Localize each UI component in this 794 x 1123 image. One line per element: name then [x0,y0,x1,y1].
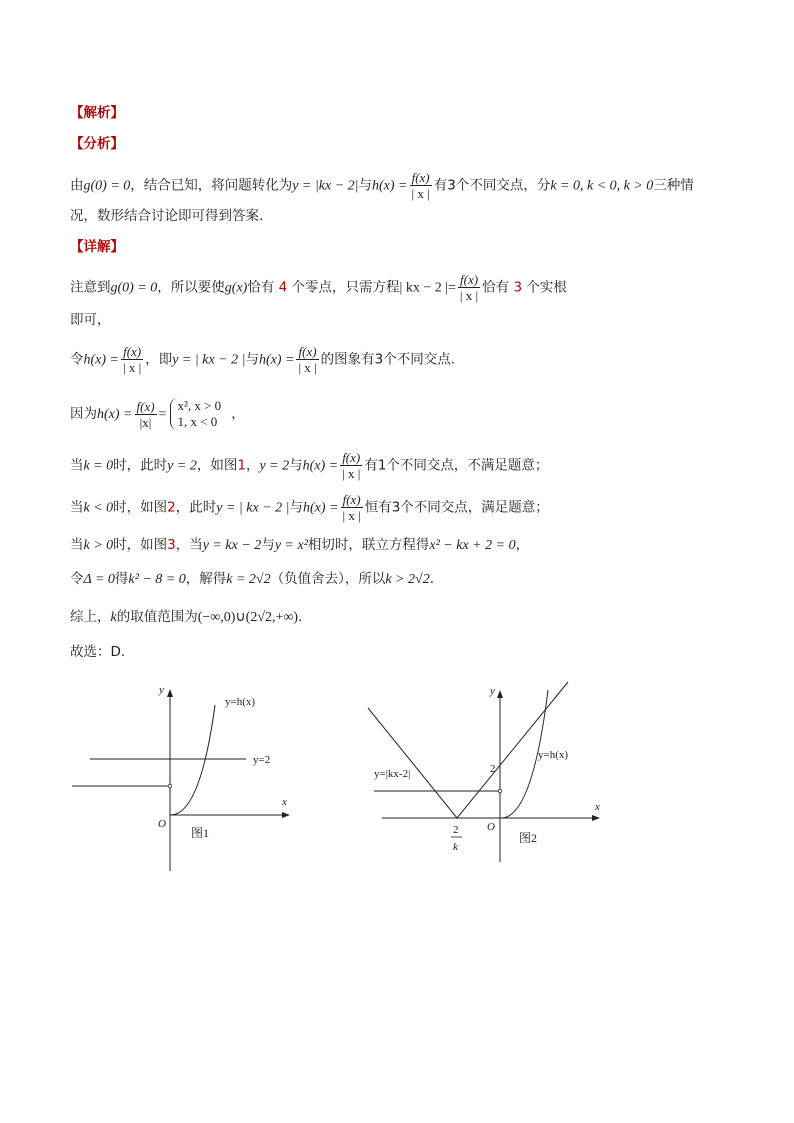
text: 令 [70,571,84,587]
fraction [410,170,432,201]
fraction [121,344,143,375]
fraction [458,272,480,303]
text: 与 [245,351,259,368]
number: 3 [513,279,523,296]
analysis-line-1 [70,170,694,201]
math: k² − 8 = 0 [128,572,186,587]
text: 时，此时 [113,457,168,474]
math: h(x) = [258,352,295,368]
detail-line-2: 即可， [70,312,111,328]
detail-line-8 [70,569,434,590]
text: 的图象有3个不同交点. [320,351,456,368]
text: 恰有 [482,279,510,296]
text: 时，如图 [113,537,168,553]
figure-2 [362,680,612,870]
text: 与 [289,457,303,474]
text: ，此时 [175,499,217,516]
math: x² − kx + 2 = 0 [429,538,516,553]
math: k = 0, k < 0, k > 0 [550,178,654,194]
detail-line-answer: 故选：D. [70,644,126,660]
detail-line-3 [70,344,455,375]
fig1-origin-label: O [158,818,166,830]
math: Δ = 0 [83,572,115,587]
text: ，所以要使 [157,279,225,296]
fig1-caption: 图1 [191,826,210,840]
fraction-numerator: f(x) [296,344,318,360]
fig2-line-label: y=|kx-2| [374,768,411,780]
analysis-line-2: 况，数形结合讨论即可得到答案. [70,208,264,224]
fraction-denominator: | x | [342,466,361,481]
fig2-x-arrow [592,815,600,821]
fig2-origin-label: O [487,821,495,833]
text: ，如图 [196,457,238,474]
fig1-y-arrow [167,689,173,697]
fraction-denominator: | x | [459,288,479,303]
math: y = |kx − 2| [292,178,359,194]
text: 与 [358,177,373,194]
fig2-tick-fraction-den: k [453,841,458,853]
math: k [110,610,117,625]
fig2-y-arrow [497,690,503,698]
fraction [341,492,363,523]
figure-1 [60,675,310,875]
math: k = 2√2 [226,572,271,587]
text: ，结合已知，将问题转化为 [130,177,293,194]
fig1-x-label: x [282,796,287,808]
fraction-numerator: f(x) [121,344,143,360]
text: 当 [70,537,84,553]
fraction [340,450,362,481]
fig1-y-label: y [159,684,164,696]
fig1-curve-parabola [170,705,215,815]
fig2-curve-label: y=h(x) [538,749,569,761]
math: y = x² [274,538,308,553]
math: h(x) = [83,352,119,368]
math: g(0) = 0 [110,280,158,296]
text: 个实根 [526,279,567,296]
detail-line-6 [70,492,549,523]
fig2-tick-fraction-num: 2 [453,824,459,836]
text: 注意到 [70,279,111,296]
math: y = 2 [167,458,197,474]
piecewise-case-1: x², x > 0 [177,398,222,413]
fraction-numerator: f(x) [410,170,432,186]
fig2-tick-2: 2 [490,763,496,775]
text: ，当 [175,537,203,553]
math: k < 0 [83,500,114,516]
fraction-denominator: | x | [342,508,361,523]
fig1-open-point [168,784,172,788]
number: 3 [167,537,176,553]
section-header-fenxi: 【分析】 [70,136,124,152]
math: y = 2 [259,458,290,474]
math: g(0) = 0 [83,178,131,194]
text: 由 [70,177,84,194]
text: 当 [70,457,84,474]
section-header-xiangjie: 【详解】 [70,239,124,255]
text: 与 [261,537,275,553]
text: 相切时，联立方程得 [307,537,430,553]
fig1-curve-label: y=h(x) [225,696,256,708]
piecewise-case-2: 1, x < 0 [177,414,218,429]
fraction-numerator: f(x) [340,450,362,466]
math: k > 2√2 [385,572,430,587]
text: ， [515,537,530,553]
detail-line-9 [70,607,302,628]
text: 时，如图 [113,499,168,516]
text: 恒有3个不同交点，满足题意； [364,499,549,516]
text: 有1个不同交点，不满足题意； [364,457,549,474]
text: 有3个不同交点，分 [433,177,551,194]
text: 因为 [70,406,97,422]
fig1-line-label: y=2 [253,754,271,766]
fig1-x-arrow [282,812,290,818]
math: = [158,407,167,422]
text: ， [231,406,245,422]
fraction-denominator: | x | [123,360,142,375]
text: 三种情 [653,177,694,194]
fraction [296,344,318,375]
text: 的取值范围为 [116,609,198,625]
fig2-y-label: y [490,685,495,697]
detail-line-5 [70,450,548,481]
text: 得 [114,571,129,587]
fraction-denominator: | x | [298,360,317,375]
math: k = 0 [83,458,114,474]
text: 令 [70,351,84,368]
math: h(x) = [372,178,408,194]
fig2-caption: 图2 [519,831,538,845]
math: h(x) = [303,500,339,516]
fraction-numerator: f(x) [458,272,480,288]
text: 恰有 [247,279,275,296]
text: （负值舍去），所以 [270,571,386,587]
math: y = | kx − 2 | [172,352,246,368]
fraction-denominator: | x | [411,186,430,201]
piecewise-brace [170,398,227,430]
number: 4 [278,279,288,296]
text: . [429,571,434,587]
math: y = | kx − 2 | [216,500,290,516]
math: h(x) = [97,407,133,422]
math: h(x) = [302,458,339,474]
detail-line-4 [70,398,245,430]
fraction-numerator: f(x) [136,398,155,414]
text: 个零点，只需方程 [291,279,400,296]
text: . [298,609,303,625]
section-header-jiexi: 【解析】 [70,105,124,121]
fraction [135,399,157,430]
fig2-x-label: x [595,801,600,813]
math: (−∞,0)∪(2√2,+∞) [197,610,299,625]
detail-line-1 [70,272,567,303]
text: 与 [289,499,303,516]
text: 当 [70,499,84,516]
fraction-denominator: |x| [139,414,152,430]
math: k > 0 [83,538,114,553]
number: 1 [237,457,246,474]
text: ， [245,457,260,474]
text: ，解得 [185,571,227,587]
text: ，即 [145,351,173,368]
math: y = kx − 2 [202,538,262,553]
math: g(x) [224,280,248,296]
fig2-open-point [498,789,502,793]
detail-line-7 [70,535,529,556]
number: 2 [167,499,176,516]
math: | kx − 2 |= [399,280,456,296]
fraction-numerator: f(x) [341,492,363,508]
text: 综上， [70,609,111,625]
